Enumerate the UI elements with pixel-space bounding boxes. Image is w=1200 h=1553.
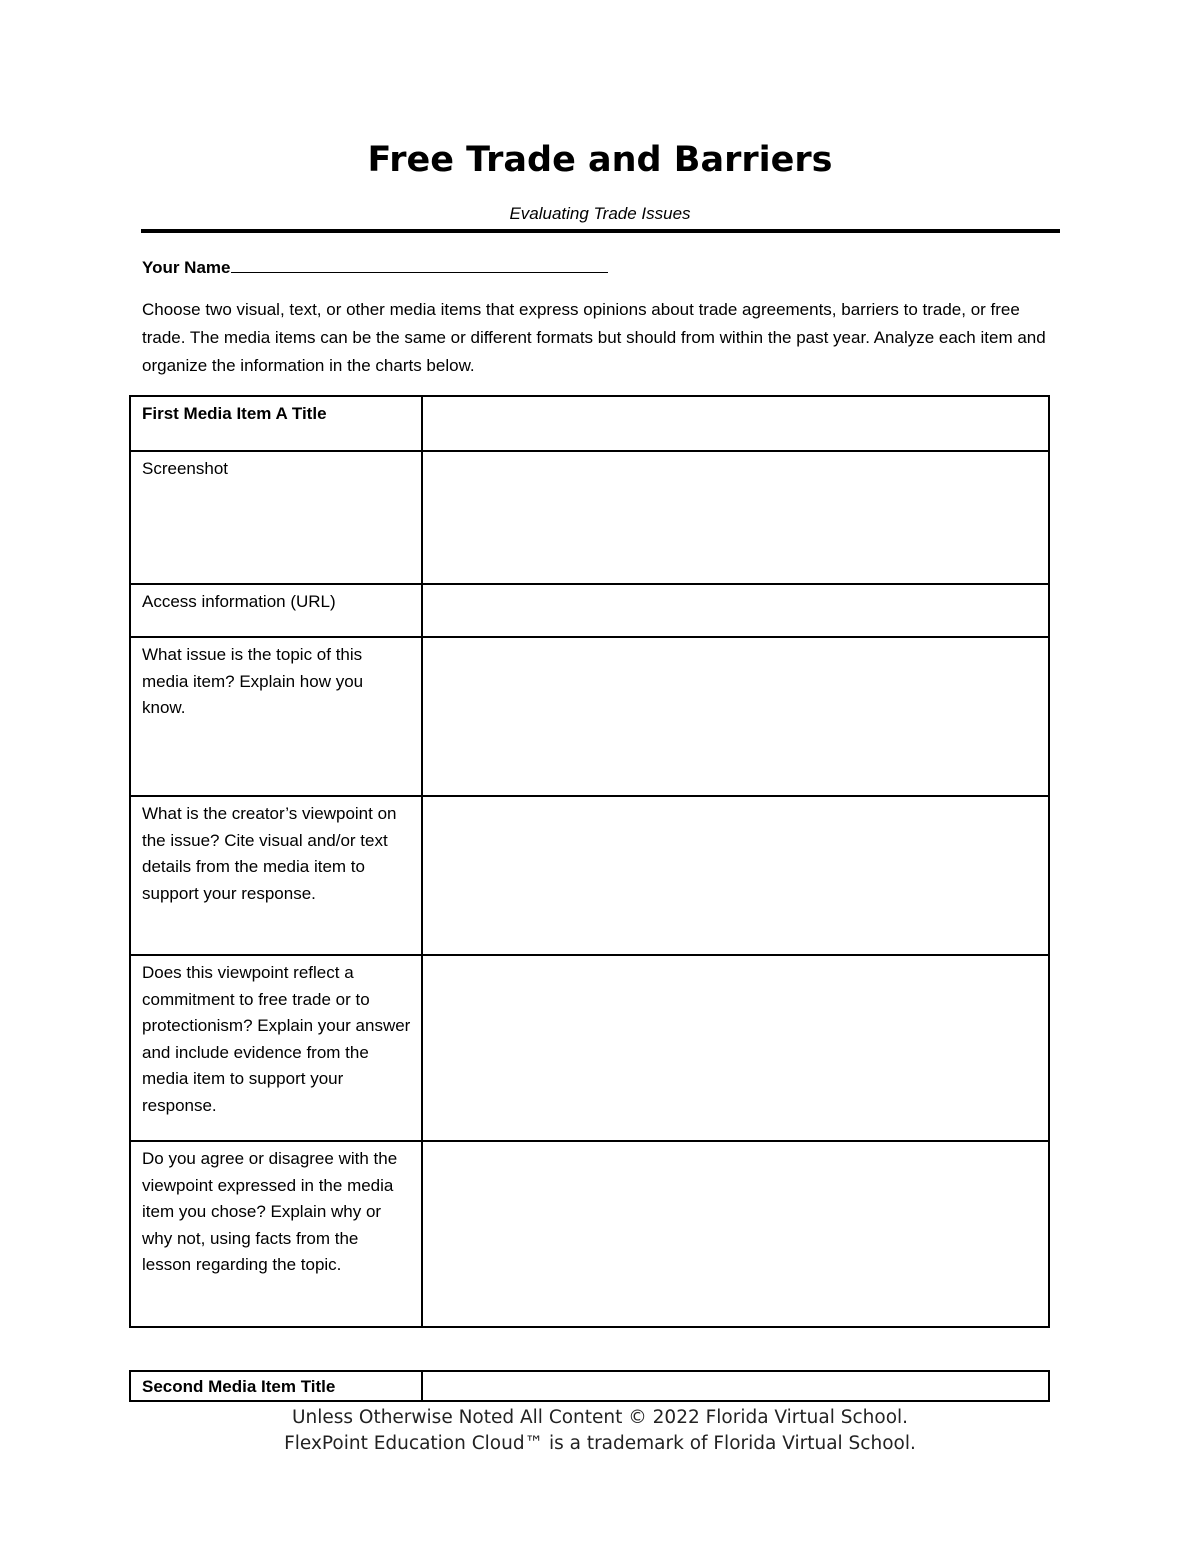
row-label: Does this viewpoint reflect a commitment to free trade or to protectionism? Explain your answer and include evidence from the media item to support your response. (130, 955, 422, 1141)
table-row (130, 1141, 1049, 1327)
row-label: What is the creator’s viewpoint on the issue? Cite visual and/or text details from the media item to support your response. (130, 796, 422, 955)
answer-cell[interactable] (422, 584, 1049, 637)
second-media-item-table (129, 1370, 1050, 1402)
instructions-paragraph: Choose two visual, text, or other media items that express opinions about trade agreements, barriers to trade, or free trade. The media items can be the same or different formats but should from within the past year. Analyze each item and organize the information in the charts below. (142, 300, 1046, 375)
answer-cell[interactable] (422, 796, 1049, 955)
first-media-item-table (129, 395, 1050, 1328)
row-label: Do you agree or disagree with the viewpoint expressed in the media item you chose? Explain why or why not, using facts from the lesson regarding the topic. (130, 1141, 422, 1327)
name-field-row (142, 253, 608, 280)
footer-trademark: FlexPoint Education Cloud™ is a trademark of Florida Virtual School. (284, 1433, 916, 1454)
answer-cell[interactable] (422, 1141, 1049, 1327)
name-input-blank[interactable] (231, 253, 608, 273)
table-row (130, 1371, 1049, 1401)
page-title: Free Trade and Barriers (367, 140, 833, 180)
answer-cell[interactable] (422, 955, 1049, 1141)
footer-copyright: Unless Otherwise Noted All Content © 2022 Florida Virtual School. (291, 1407, 909, 1428)
table-row (130, 451, 1049, 584)
answer-cell[interactable] (422, 637, 1049, 796)
row-label: What issue is the topic of this media item? Explain how you know. (130, 637, 422, 796)
row-label: First Media Item A Title (130, 396, 422, 451)
answer-cell[interactable] (422, 451, 1049, 584)
answer-cell[interactable] (422, 396, 1049, 451)
row-label: Screenshot (130, 451, 422, 584)
table-row (130, 396, 1049, 451)
table-row (130, 796, 1049, 955)
page-subtitle: Evaluating Trade Issues (509, 204, 691, 223)
table-row (130, 637, 1049, 796)
answer-cell[interactable] (422, 1371, 1049, 1401)
table-row (130, 584, 1049, 637)
row-label: Second Media Item Title (130, 1371, 422, 1401)
row-label: Access information (URL) (130, 584, 422, 637)
title-divider (141, 229, 1060, 233)
page-footer (0, 1405, 1200, 1457)
name-label: Your Name (142, 258, 231, 277)
table-row (130, 955, 1049, 1141)
